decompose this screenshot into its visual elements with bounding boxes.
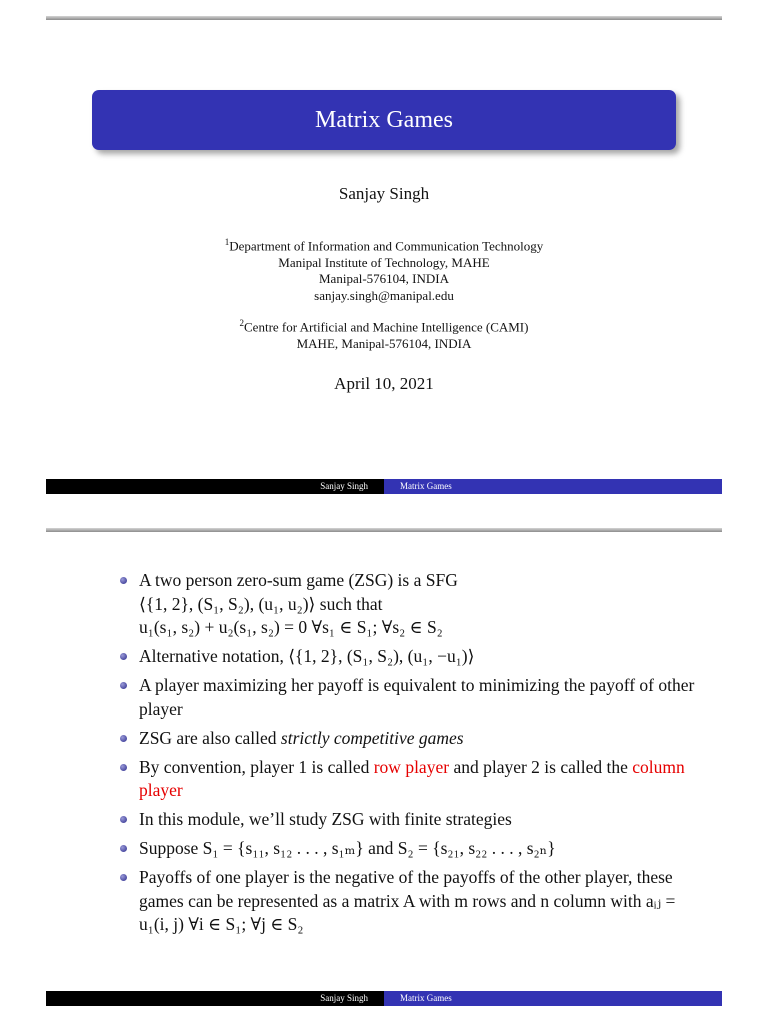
bullet-5-text-b: and player 2 is called the [449,756,633,777]
affiliation-1-line-1: $^1$Department of Information and Communication Technology [224,237,544,254]
bullet-icon [120,735,127,742]
author-name: Sanjay Singh [338,184,430,203]
list-item [118,866,698,937]
bullet-8-text: Payoffs of one player is the negative of the payoffs of the other player, these games can be represented as a matrix A with m rows and n column with aᵢⱼ = u₁(i, j) ∀i ∈ S₁; ∀j ∈ S₂ [139,867,676,934]
bullet-icon [120,764,127,771]
list-item [118,808,698,832]
bullet-5-text-a: By convention, player 1 is called [139,756,374,777]
list-item [118,727,698,751]
slide-top-rule [46,528,722,532]
bullet-icon [120,682,127,689]
footer-author: Sanjay Singh [46,479,384,494]
list-item [118,756,698,803]
list-item [118,569,698,640]
title-banner [92,90,676,150]
slide-footer [46,991,722,1006]
presentation-date: April 10, 2021 [334,374,434,393]
footer-author: Sanjay Singh [46,991,384,1006]
bullet-1-line-1: A two person zero-sum game (ZSG) is a SFG [139,570,458,590]
slide-footer [46,479,722,494]
bullet-icon [120,845,127,852]
affiliation-2-line-2: MAHE, Manipal-576104, INDIA [296,335,472,351]
affiliation-1-line-3: Manipal-576104, INDIA [319,271,449,287]
bullet-1-line-2: ⟨{1, 2}, (S₁, S₂), (u₁, u₂)⟩ such that [139,593,383,614]
list-item [118,837,698,861]
bullet-icon [120,816,127,823]
bullet-4-text: ZSG are also called [139,727,281,748]
affiliation-1 [0,234,768,304]
list-item [118,674,698,721]
bullet-2-text: Alternative notation, ⟨{1, 2}, (S₁, S₂), (u₁, −u₁)⟩ [139,646,475,666]
affiliation-2 [0,315,768,352]
bullet-3-text: A player maximizing her payoff is equivalent to minimizing the payoff of other player [139,675,695,719]
affiliation-2-mark: 2 [239,318,245,328]
row-player-term: row player [373,756,450,777]
affiliation-1-email: sanjay.singh@manipal.edu [314,287,454,303]
bullet-6-text: In this module, we’ll study ZSG with finite strategies [139,809,512,829]
bullet-icon [120,874,127,881]
affiliation-2-line-1: $^2$Centre for Artificial and Machine Intelligence (CAMI) [239,318,529,335]
footer-title: Matrix Games [384,479,722,494]
bullet-icon [120,653,127,660]
bullet-4-emphasis: strictly competitive games [280,727,464,748]
affiliation-1-mark: 1 [224,237,230,247]
slide-top-rule [46,16,722,20]
bullet-icon [120,577,127,584]
bullet-7-text: Suppose S₁ = {s₁₁, s₁₂ . . . , s₁ₘ} and S₂ = {s₂₁, s₂₂ . . . , s₂ₙ} [139,838,556,858]
slide-title: Matrix Games [315,106,453,133]
content-slide [0,512,768,1024]
footer-title: Matrix Games [384,991,722,1006]
column-player-term: column player [139,756,685,800]
bullet-list [118,569,698,942]
affiliation-1-line-2: Manipal Institute of Technology, MAHE [278,254,490,270]
list-item [118,645,698,669]
bullet-1-line-3: u₁(s₁, s₂) + u₂(s₁, s₂) = 0 ∀s₁ ∈ S₁; ∀s₂ ∈ S₂ [139,617,443,637]
